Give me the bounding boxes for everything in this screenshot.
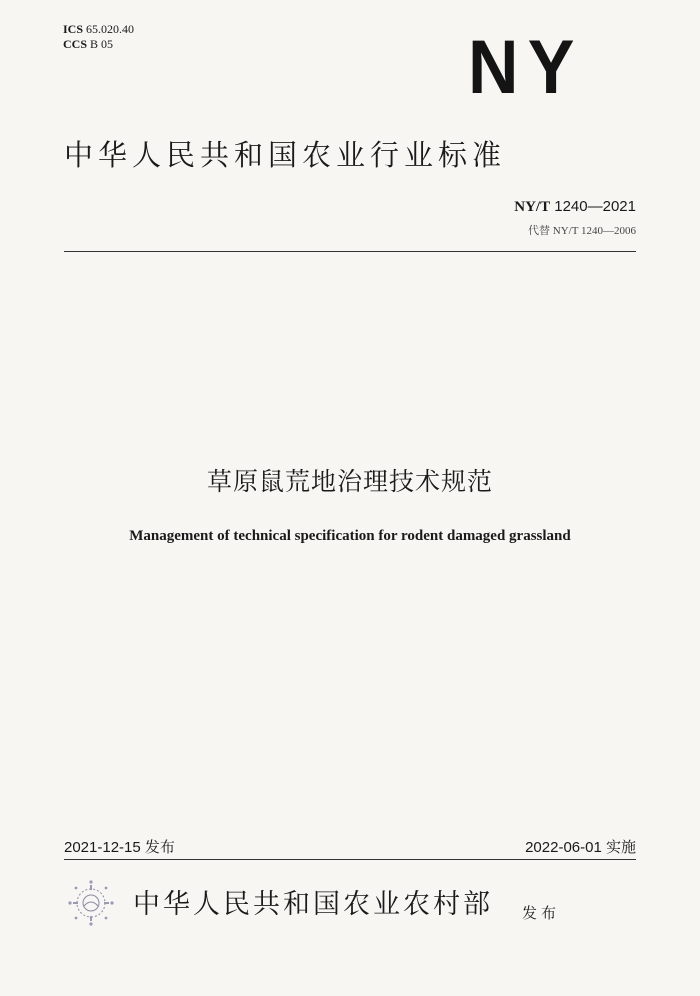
standard-type-heading: 中华人民共和国农业行业标准	[64, 138, 507, 172]
issue-date-line	[64, 836, 175, 857]
replaces-note: 代替 NY/T 1240—2006	[528, 225, 636, 237]
top-divider	[64, 251, 636, 252]
issue-date: 2021-12-15	[64, 839, 141, 856]
ics-value: 65.020.40	[86, 22, 135, 36]
ics-label: ICS	[63, 22, 84, 36]
implement-label: 实施	[605, 839, 636, 856]
title-chinese: 草原鼠荒地治理技术规范	[206, 467, 493, 496]
bottom-divider	[64, 859, 636, 860]
implement-date: 2022-06-01	[525, 839, 602, 856]
standard-code-prefix: NY/T	[514, 199, 551, 215]
standard-code-number: 1240—2021	[554, 198, 636, 215]
ccs-label: CCS	[63, 37, 88, 51]
ccs-value: B 05	[90, 37, 114, 51]
standard-code	[514, 198, 636, 216]
classification-codes	[63, 22, 134, 52]
implement-date-line	[525, 836, 636, 857]
issue-label: 发布	[144, 839, 175, 856]
ministry-emblem-icon	[64, 876, 118, 930]
issuing-ministry: 中华人民共和国农业农村部	[133, 889, 493, 920]
publish-label: 发布	[522, 904, 561, 922]
title-english: Management of technical specification for rodent damaged grassland	[129, 528, 571, 544]
ny-logo: NY	[468, 25, 584, 110]
